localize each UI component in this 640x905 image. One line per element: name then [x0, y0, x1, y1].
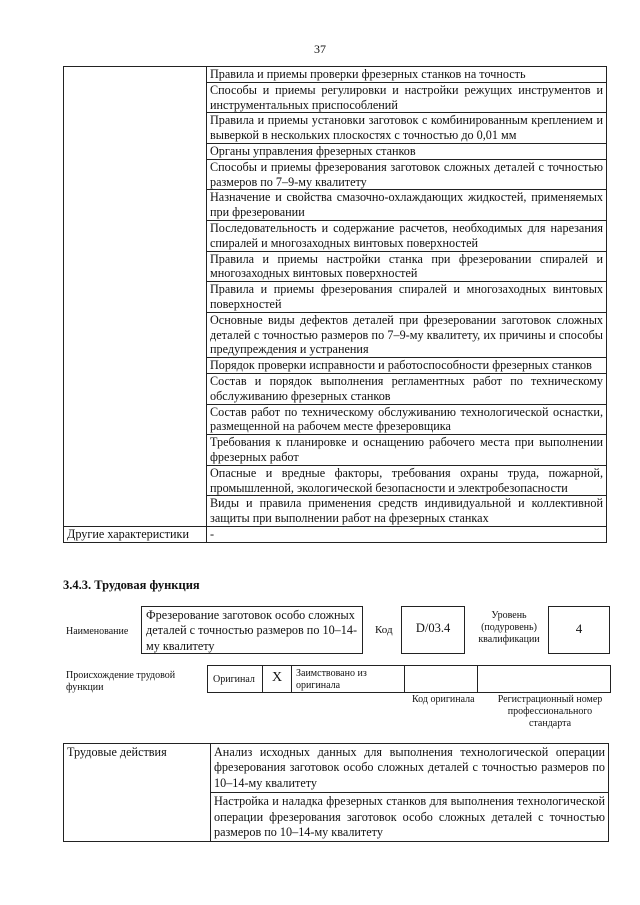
qualification-level-value: 4 — [548, 606, 610, 654]
code-label: Код — [375, 624, 393, 636]
other-characteristics-row — [64, 526, 607, 542]
knowledge-row — [64, 67, 607, 83]
knowledge-item: Правила и приемы настройки станка при фрезеровании спиралей и многозаходных винтовых поверхностей — [207, 251, 607, 282]
knowledge-item: Способы и приемы регулировки и настройки режущих инструментов и инструментальных приспособлений — [207, 82, 607, 113]
other-characteristics-label: Другие характеристики — [64, 526, 207, 542]
original-cell — [207, 665, 263, 693]
knowledge-item: Состав и порядок выполнения регламентных работ по техническому обслуживанию фрезерных станков — [207, 373, 607, 404]
qualification-level-label: Уровень (подуровень) квалификации — [478, 610, 540, 645]
knowledge-item: Последовательность и содержание расчетов, необходимых для нарезания спиралей и многозаходных винтовых поверхностей — [207, 220, 607, 251]
knowledge-item: Основные виды дефектов деталей при фрезеровании заготовок сложных деталей с точностью размеров по 7–9-му квалитету, их причины и способы предупреждения и устранения — [207, 312, 607, 357]
labor-actions-table — [63, 743, 609, 842]
knowledge-item: Назначение и свойства смазочно-охлаждающих жидкостей, применяемых при фрезеровании — [207, 190, 607, 221]
original-mark-cell — [262, 665, 292, 693]
knowledge-item: Правила и приемы установки заготовок с комбинированным креплением и выверкой в нескольких плоскостях с точностью до 0,01 мм — [207, 113, 607, 144]
requirements-table — [63, 66, 607, 543]
reg-number-label: Регистрационный номер профессионального стандарта — [497, 694, 603, 729]
borrowed-cell — [291, 665, 405, 693]
original-mark: X — [272, 670, 283, 685]
origin-label: Происхождение трудовой функции — [66, 670, 176, 693]
other-characteristics-value: - — [207, 526, 607, 542]
row-label-cell — [64, 67, 207, 527]
knowledge-item: Способы и приемы фрезерования заготовок сложных деталей с точностью размеров по 7–9-му квалитету — [207, 159, 607, 190]
knowledge-item: Порядок проверки исправности и работоспособности фрезерных станков — [207, 358, 607, 374]
code-original-label: Код оригинала — [412, 694, 475, 705]
labor-actions-label: Трудовые действия — [64, 744, 211, 842]
origin-row — [207, 665, 611, 693]
knowledge-item: Органы управления фрезерных станков — [207, 143, 607, 159]
knowledge-item: Правила и приемы фрезерования спиралей и многозаходных винтовых поверхностей — [207, 282, 607, 313]
original-label: Оригинал — [213, 674, 255, 685]
labor-action-item: Настройка и наладка фрезерных станков для выполнения технологической операции фрезерования заготовок особо сложных деталей с точностью размеров по 10–14-му квалитету — [211, 793, 609, 842]
borrowed-label: Заимствовано из оригинала — [296, 668, 367, 691]
page-number: 37 — [314, 42, 326, 56]
labor-action-row — [64, 744, 609, 793]
knowledge-item: Состав работ по техническому обслуживанию технологической оснастки, размещенной на рабочем месте фрезеровщика — [207, 404, 607, 435]
name-label: Наименование — [66, 626, 129, 637]
reg-number-cell — [477, 665, 611, 693]
knowledge-item: Опасные и вредные факторы, требования охраны труда, пожарной, промышленной, экологической безопасности и электробезопасности — [207, 465, 607, 496]
code-original-cell — [404, 665, 478, 693]
section-title: 3.4.3. Трудовая функция — [63, 578, 200, 592]
knowledge-item: Правила и приемы проверки фрезерных станков на точность — [207, 67, 607, 83]
labor-action-item: Анализ исходных данных для выполнения технологической операции фрезерования заготовок особо сложных деталей с точностью размеров по 10–14-му квалитету — [211, 744, 609, 793]
knowledge-item: Виды и правила применения средств индивидуальной и коллективной защиты при выполнении работ на фрезерных станках — [207, 496, 607, 527]
function-name-value: Фрезерование заготовок особо сложных деталей с точностью размеров по 10–14-му квалитету — [141, 606, 363, 654]
function-code-value: D/03.4 — [401, 606, 465, 654]
knowledge-item: Требования к планировке и оснащению рабочего места при выполнении фрезерных работ — [207, 435, 607, 466]
